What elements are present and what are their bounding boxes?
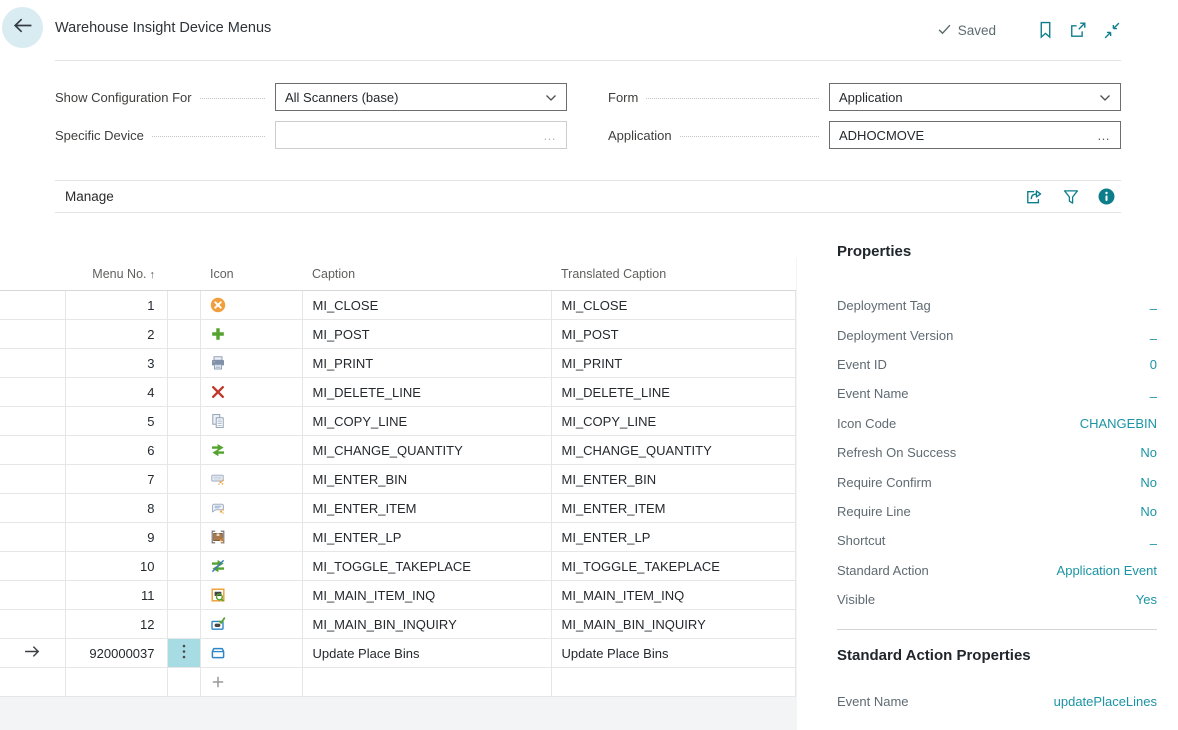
- menu-no-cell[interactable]: 10: [65, 552, 167, 581]
- row-selector-cell[interactable]: [0, 523, 65, 552]
- properties-rows: [837, 291, 1157, 614]
- specific-device-input[interactable]: [275, 121, 567, 149]
- field-label: Application: [608, 127, 672, 143]
- property-value[interactable]: CHANGEBIN: [1079, 415, 1157, 431]
- icon-cell[interactable]: [200, 291, 302, 320]
- collapse-icon[interactable]: [1103, 22, 1121, 39]
- icon-cell[interactable]: [200, 610, 302, 639]
- translated-caption-cell[interactable]: MI_ENTER_BIN: [551, 465, 795, 494]
- caption-cell[interactable]: [302, 668, 551, 697]
- property-row: [837, 467, 1157, 496]
- row-selector-cell[interactable]: [0, 349, 65, 378]
- field-application: [608, 121, 1121, 149]
- translated-caption-cell[interactable]: MI_MAIN_ITEM_INQ: [551, 581, 795, 610]
- row-selector-cell[interactable]: [0, 581, 65, 610]
- input-value: ADHOCMOVE: [839, 127, 925, 143]
- table-row: [0, 581, 795, 610]
- column-header-translated-caption[interactable]: Translated Caption: [551, 258, 795, 291]
- icon-cell[interactable]: [200, 552, 302, 581]
- form-select[interactable]: [829, 83, 1121, 111]
- select-value: Application: [839, 89, 903, 105]
- check-icon: [938, 23, 951, 38]
- property-label: Require Confirm: [837, 474, 932, 490]
- share-icon[interactable]: [1025, 188, 1044, 205]
- assist-edit-icon[interactable]: …: [543, 127, 557, 143]
- save-status: [938, 23, 996, 38]
- property-row: [837, 687, 1157, 716]
- table-row: [0, 465, 795, 494]
- save-status-label: Saved: [957, 22, 996, 38]
- table-row: [0, 378, 795, 407]
- icon-cell[interactable]: [200, 320, 302, 349]
- property-value[interactable]: No: [1140, 445, 1157, 461]
- column-header-selector: [0, 258, 65, 291]
- titlebar-actions: [938, 0, 1121, 60]
- enter-bin-icon: [210, 471, 226, 486]
- application-input[interactable]: [829, 121, 1121, 149]
- table-row: [0, 320, 795, 349]
- change-quantity-icon: [210, 442, 226, 457]
- property-label: Require Line: [837, 503, 911, 519]
- column-header-spacer: [167, 258, 200, 291]
- caption-cell[interactable]: MI_CLOSE: [302, 291, 551, 320]
- table-row: [0, 639, 795, 668]
- table-row: [0, 552, 795, 581]
- post-plus-icon: [210, 326, 226, 341]
- property-value[interactable]: –: [1149, 301, 1157, 317]
- property-value[interactable]: –: [1149, 330, 1157, 346]
- menu-no-cell[interactable]: [65, 668, 167, 697]
- show-configuration-for-select[interactable]: [275, 83, 567, 111]
- property-row: [837, 556, 1157, 585]
- titlebar-divider: [55, 60, 1121, 61]
- property-row: [837, 350, 1157, 379]
- new-row: [0, 668, 795, 697]
- row-selector-cell[interactable]: [0, 639, 65, 668]
- properties-panel: [837, 243, 1157, 717]
- caption-cell[interactable]: MI_MAIN_BIN_INQUIRY: [302, 610, 551, 639]
- field-label: Specific Device: [55, 127, 144, 143]
- row-selector-cell[interactable]: [0, 407, 65, 436]
- property-value[interactable]: Application Event: [1056, 562, 1157, 578]
- row-menu-cell[interactable]: [167, 320, 200, 349]
- filter-icon[interactable]: [1063, 189, 1079, 205]
- property-label: Icon Code: [837, 415, 897, 431]
- translated-caption-cell[interactable]: MI_COPY_LINE: [551, 407, 795, 436]
- icon-cell[interactable]: [200, 407, 302, 436]
- bin-inquiry-icon: [210, 616, 226, 631]
- toggle-takeplace-icon: [210, 558, 226, 573]
- row-selector-cell[interactable]: [0, 378, 65, 407]
- property-row: [837, 497, 1157, 526]
- table-row: [0, 610, 795, 639]
- row-selector-cell[interactable]: [0, 320, 65, 349]
- enter-lp-icon: [210, 529, 226, 544]
- caption-cell[interactable]: MI_MAIN_ITEM_INQ: [302, 581, 551, 610]
- caption-cell[interactable]: MI_DELETE_LINE: [302, 378, 551, 407]
- select-value: All Scanners (base): [285, 89, 399, 105]
- table-row: [0, 436, 795, 465]
- menu-no-cell[interactable]: 1: [65, 291, 167, 320]
- bookmark-icon[interactable]: [1038, 21, 1053, 39]
- property-label: Visible: [837, 592, 876, 608]
- enter-item-icon: [210, 500, 226, 515]
- page-title: Warehouse Insight Device Menus: [55, 20, 272, 36]
- menu-no-cell[interactable]: 920000037: [65, 639, 167, 668]
- dotted-leader: [646, 98, 819, 99]
- menu-no-cell[interactable]: 8: [65, 494, 167, 523]
- delete-line-icon: [210, 384, 226, 399]
- translated-caption-cell[interactable]: MI_ENTER_ITEM: [551, 494, 795, 523]
- row-menu-dots-icon: [182, 648, 186, 663]
- caption-cell[interactable]: MI_ENTER_BIN: [302, 465, 551, 494]
- menu-no-cell[interactable]: 12: [65, 610, 167, 639]
- menu-no-cell[interactable]: 3: [65, 349, 167, 378]
- translated-caption-cell[interactable]: Update Place Bins: [551, 639, 795, 668]
- open-in-new-window-icon[interactable]: [1069, 22, 1087, 39]
- row-menu-cell[interactable]: [167, 291, 200, 320]
- icon-cell[interactable]: [200, 349, 302, 378]
- icon-cell[interactable]: [200, 378, 302, 407]
- table-row: [0, 349, 795, 378]
- field-form: [608, 83, 1121, 111]
- row-selector-cell[interactable]: [0, 494, 65, 523]
- row-menu-cell[interactable]: [167, 436, 200, 465]
- property-value[interactable]: Yes: [1135, 592, 1157, 608]
- translated-caption-cell[interactable]: [551, 668, 795, 697]
- property-value[interactable]: –: [1149, 536, 1157, 552]
- property-label: Deployment Version: [837, 327, 954, 343]
- print-icon: [210, 355, 226, 370]
- row-menu-cell[interactable]: [167, 523, 200, 552]
- property-row: [837, 585, 1157, 614]
- caption-cell[interactable]: MI_PRINT: [302, 349, 551, 378]
- translated-caption-cell[interactable]: MI_CHANGE_QUANTITY: [551, 436, 795, 465]
- property-label: Event Name: [837, 694, 909, 710]
- close-cancel-icon: [210, 297, 226, 312]
- menu-no-cell[interactable]: 2: [65, 320, 167, 349]
- row-menu-cell[interactable]: [167, 465, 200, 494]
- property-value[interactable]: No: [1140, 503, 1157, 519]
- row-menu-cell[interactable]: [167, 668, 200, 697]
- table-row: [0, 407, 795, 436]
- property-row: [837, 526, 1157, 555]
- sort-ascending-icon: ↑: [149, 269, 155, 281]
- row-menu-cell[interactable]: [167, 581, 200, 610]
- manage-menu-button[interactable]: Manage: [65, 189, 114, 204]
- property-value[interactable]: No: [1140, 474, 1157, 490]
- row-selector-cell[interactable]: [0, 668, 65, 697]
- caption-cell[interactable]: MI_COPY_LINE: [302, 407, 551, 436]
- translated-caption-cell[interactable]: MI_TOGGLE_TAKEPLACE: [551, 552, 795, 581]
- translated-caption-cell[interactable]: MI_POST: [551, 320, 795, 349]
- current-row-arrow-icon: [24, 646, 41, 661]
- dotted-leader: [152, 136, 265, 137]
- property-label: Event ID: [837, 356, 887, 372]
- row-selector-cell[interactable]: [0, 291, 65, 320]
- info-icon[interactable]: [1098, 188, 1115, 205]
- item-inquiry-icon: [210, 587, 226, 602]
- dotted-leader: [680, 136, 819, 137]
- menu-no-cell[interactable]: 7: [65, 465, 167, 494]
- properties-heading: Properties: [837, 243, 912, 260]
- property-label: Event Name: [837, 386, 909, 402]
- property-row: [837, 379, 1157, 408]
- field-show-configuration-for: [55, 83, 567, 111]
- chevron-down-icon: [545, 90, 557, 105]
- translated-caption-cell[interactable]: MI_CLOSE: [551, 291, 795, 320]
- caption-cell[interactable]: MI_ENTER_LP: [302, 523, 551, 552]
- column-header-menu-no[interactable]: Menu No. ↑: [65, 258, 167, 291]
- table-row: [0, 523, 795, 552]
- property-value[interactable]: updatePlaceLines: [1053, 694, 1157, 710]
- back-button[interactable]: [2, 7, 43, 48]
- caption-cell[interactable]: MI_CHANGE_QUANTITY: [302, 436, 551, 465]
- device-menu-table: [0, 258, 796, 697]
- row-selector-cell[interactable]: [0, 552, 65, 581]
- menu-no-cell[interactable]: 4: [65, 378, 167, 407]
- caption-cell[interactable]: Update Place Bins: [302, 639, 551, 668]
- caption-cell[interactable]: MI_ENTER_ITEM: [302, 494, 551, 523]
- copy-line-icon: [210, 413, 226, 428]
- caption-cell[interactable]: MI_POST: [302, 320, 551, 349]
- property-label: Deployment Tag: [837, 298, 931, 314]
- new-row-cell[interactable]: [200, 668, 302, 697]
- toolbar-icons: [1025, 188, 1121, 205]
- translated-caption-cell[interactable]: MI_PRINT: [551, 349, 795, 378]
- row-menu-cell[interactable]: [167, 610, 200, 639]
- icon-cell[interactable]: [200, 523, 302, 552]
- icon-cell[interactable]: [200, 494, 302, 523]
- property-row: [837, 320, 1157, 349]
- menu-no-cell[interactable]: 5: [65, 407, 167, 436]
- translated-caption-cell[interactable]: MI_ENTER_LP: [551, 523, 795, 552]
- header-row: [0, 258, 795, 291]
- row-menu-cell[interactable]: [167, 407, 200, 436]
- row-menu-cell[interactable]: [167, 552, 200, 581]
- icon-cell[interactable]: [200, 639, 302, 668]
- menu-no-cell[interactable]: 11: [65, 581, 167, 610]
- update-bins-icon: [210, 645, 226, 660]
- standard-action-properties-rows: [837, 687, 1157, 716]
- field-label: Form: [608, 89, 639, 105]
- property-value[interactable]: 0: [1149, 356, 1157, 372]
- icon-cell[interactable]: [200, 465, 302, 494]
- caption-cell[interactable]: MI_TOGGLE_TAKEPLACE: [302, 552, 551, 581]
- row-selector-cell[interactable]: [0, 436, 65, 465]
- field-label: Show Configuration For: [55, 89, 192, 105]
- row-context-menu[interactable]: [167, 639, 200, 668]
- column-header-icon[interactable]: Icon: [200, 258, 302, 291]
- dotted-leader: [200, 98, 265, 99]
- chevron-down-icon: [1099, 90, 1111, 105]
- properties-divider: [837, 629, 1157, 630]
- field-specific-device: [55, 121, 567, 149]
- back-arrow-icon: [12, 17, 33, 39]
- column-header-caption[interactable]: Caption: [302, 258, 551, 291]
- property-row: [837, 409, 1157, 438]
- property-value[interactable]: –: [1149, 389, 1157, 405]
- menu-no-cell[interactable]: 6: [65, 436, 167, 465]
- row-menu-cell[interactable]: [167, 494, 200, 523]
- translated-caption-cell[interactable]: MI_DELETE_LINE: [551, 378, 795, 407]
- row-menu-cell[interactable]: [167, 349, 200, 378]
- translated-caption-cell[interactable]: MI_MAIN_BIN_INQUIRY: [551, 610, 795, 639]
- icon-cell[interactable]: [200, 581, 302, 610]
- property-row: [837, 438, 1157, 467]
- row-menu-cell[interactable]: [167, 378, 200, 407]
- new-row-plus-icon: [210, 674, 226, 689]
- standard-action-properties-heading: Standard Action Properties: [837, 647, 1031, 665]
- menu-no-cell[interactable]: 9: [65, 523, 167, 552]
- property-label: Shortcut: [837, 533, 886, 549]
- table-row: [0, 494, 795, 523]
- assist-edit-icon[interactable]: …: [1097, 127, 1111, 143]
- row-selector-cell[interactable]: [0, 465, 65, 494]
- row-selector-cell[interactable]: [0, 610, 65, 639]
- device-menu-grid: [0, 258, 797, 730]
- table-row: [0, 291, 795, 320]
- property-label: Standard Action: [837, 562, 929, 578]
- property-label: Refresh On Success: [837, 445, 957, 461]
- manage-toolbar: [55, 180, 1121, 213]
- icon-cell[interactable]: [200, 436, 302, 465]
- property-row: [837, 291, 1157, 320]
